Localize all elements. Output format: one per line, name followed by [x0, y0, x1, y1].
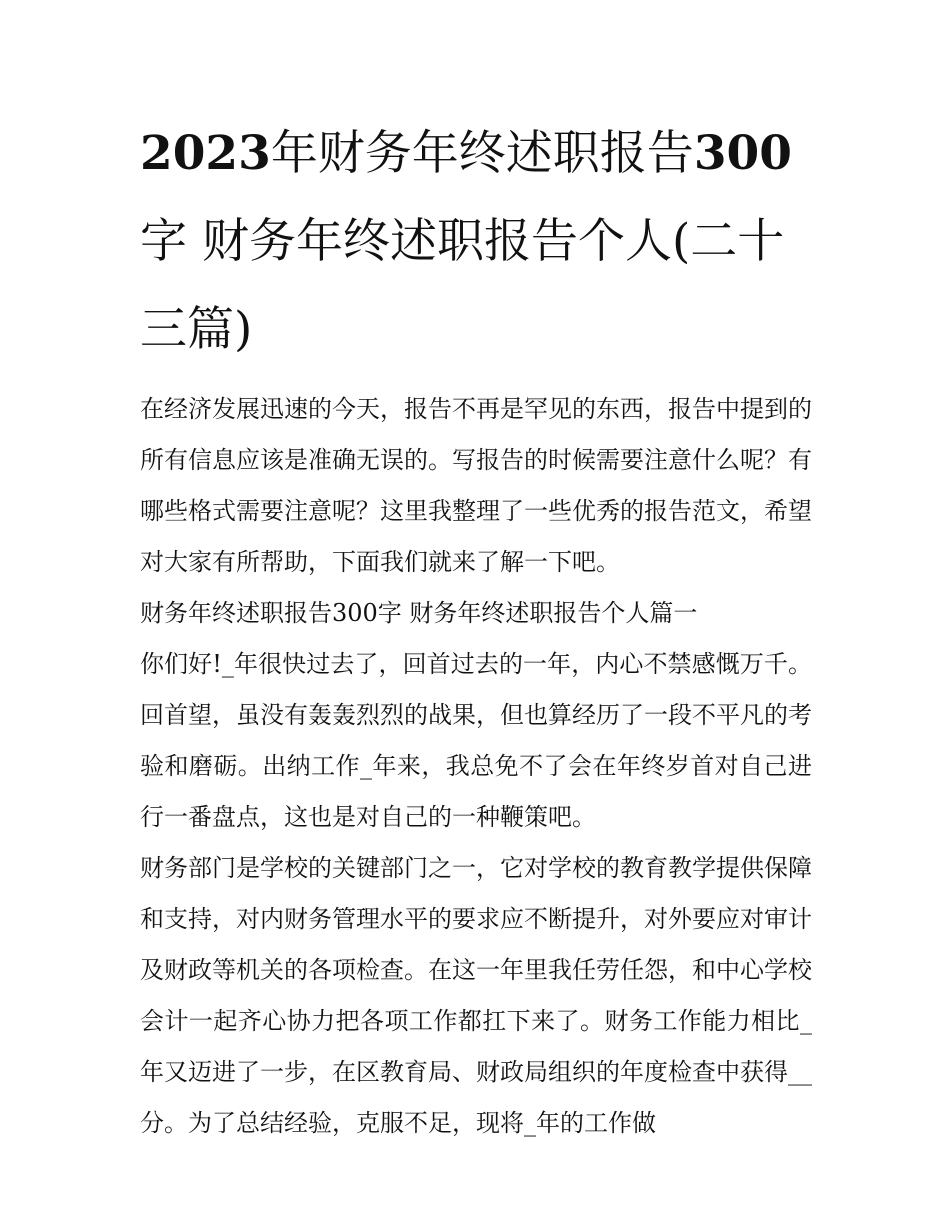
- document-body: [140, 384, 812, 1149]
- body-paragraph: 财务部门是学校的关键部门之一，它对学校的教育教学提供保障和支持，对内财务管理水平的要求应不断提升，对外要应对审计及财政等机关的各项检查。在这一年里我任劳任怨，和中心学校会计一起齐心协力把各项工作都扛下来了。财务工作能力相比_年又迈进了一步，在区教育局、财政局组织的年度检查中获得__分。为了总结经验，克服不足，现将_年的工作做: [140, 854, 812, 1137]
- document-page: [140, 110, 812, 1149]
- section-heading: 财务年终述职报告300字 财务年终述职报告个人篇一: [140, 599, 698, 627]
- body-paragraph: 你们好!_年很快过去了，回首过去的一年，内心不禁感慨万千。回首望，虽没有轰轰烈烈的战果，但也算经历了一段不平凡的考验和磨砺。出纳工作_年来，我总免不了会在年终岁首对自己进行一番盘点，这也是对自己的一种鞭策吧。: [140, 650, 812, 831]
- intro-paragraph: 在经济发展迅速的今天，报告不再是罕见的东西，报告中提到的所有信息应该是准确无误的。写报告的时候需要注意什么呢？有哪些格式需要注意呢？这里我整理了一些优秀的报告范文，希望对大家有所帮助，下面我们就来了解一下吧。: [140, 395, 812, 576]
- document-title: 2023年财务年终述职报告300字 财务年终述职报告个人(二十三篇): [140, 126, 792, 357]
